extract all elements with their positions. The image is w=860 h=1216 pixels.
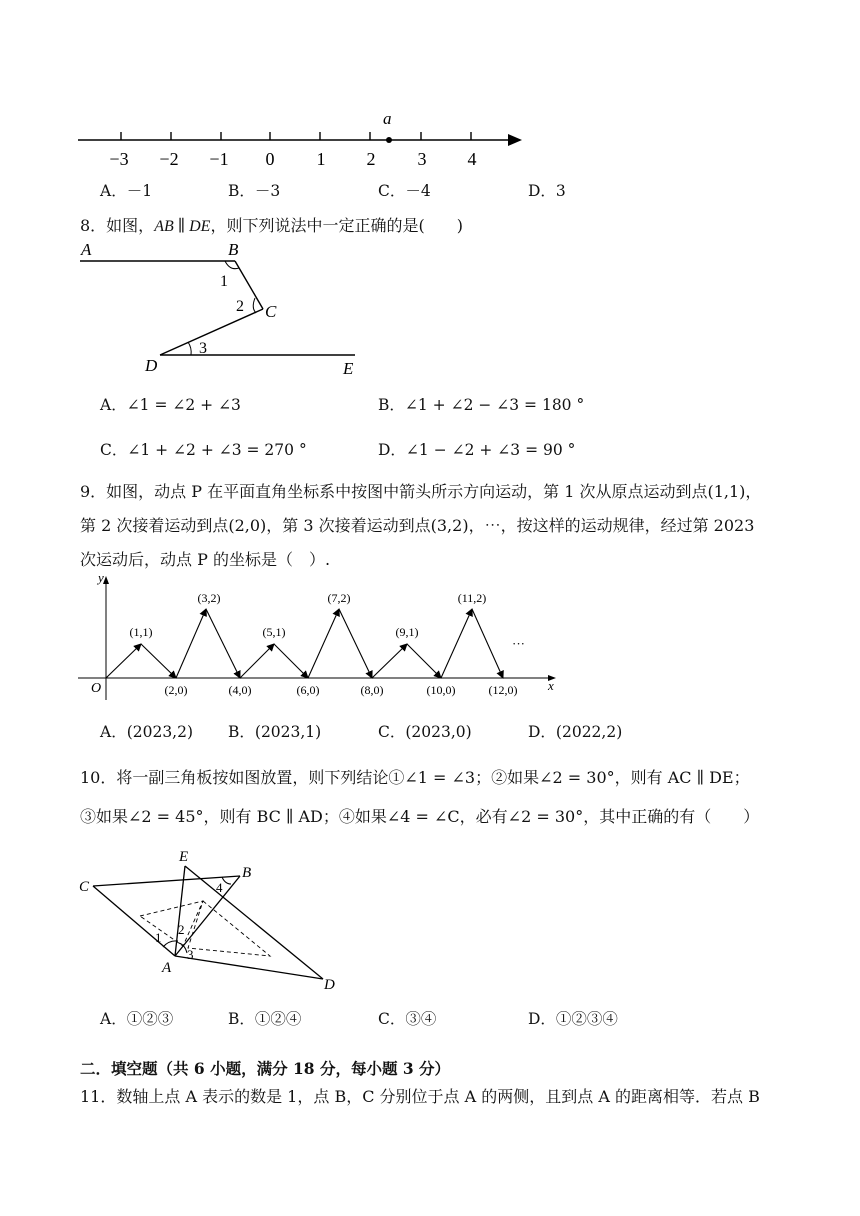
q8-label-e: E [343, 359, 354, 378]
q10-label-b: B [242, 865, 252, 881]
q8-angle-2: 2 [236, 298, 244, 315]
q10-option-c[interactable]: C．③④ [378, 1010, 437, 1028]
q9-option-c[interactable]: C．(2023,0) [378, 723, 472, 741]
q10-option-d[interactable]: D．①②③④ [528, 1010, 618, 1028]
q8-stem-suffix: ，则下列说法中一定正确的是( ) [210, 216, 463, 235]
q10-label-d: D [324, 977, 335, 993]
q9-point-label: (5,1) [262, 625, 286, 639]
q9-stem-line-1: 9．如图，动点 P 在平面直角坐标系中按图中箭头所示方向运动，第 1 次从原点运动到点(1,1)， [80, 482, 762, 501]
q9-ellipsis: ··· [512, 636, 525, 651]
point-a-label: a [383, 109, 392, 128]
q9-point-label: (4,0) [228, 683, 252, 697]
tick-label: −3 [109, 149, 129, 169]
q10-angle-2: 2 [178, 922, 185, 937]
q7-option-d[interactable]: D．3 [528, 182, 566, 200]
q9-point-label: (2,0) [164, 683, 188, 697]
q9-point-label: (9,1) [395, 625, 419, 639]
q10-option-b[interactable]: B．①②④ [228, 1010, 302, 1028]
q7-option-a[interactable]: A．－1 [100, 182, 153, 200]
q9-point-label: (3,2) [197, 591, 221, 605]
tick-label: 4 [467, 149, 477, 169]
q10-label-e: E [179, 849, 189, 865]
q10-option-a[interactable]: A．①②③ [100, 1010, 174, 1028]
q8-figure [75, 236, 375, 381]
q8-option-d[interactable]: D．∠1 − ∠2 + ∠3 = 90 ° [378, 441, 576, 459]
q9-point-label: (8,0) [360, 683, 384, 697]
q9-option-b[interactable]: B．(2023,1) [228, 723, 322, 741]
q9-point-label: (10,0) [426, 683, 456, 697]
q8-option-c[interactable]: C．∠1 + ∠2 + ∠3 = 270 ° [100, 441, 307, 459]
q9-stem-line-3: 次运动后，动点 P 的坐标是（ ）. [80, 550, 331, 569]
q8-option-a[interactable]: A．∠1 = ∠2 + ∠3 [100, 396, 241, 414]
q8-label-d: D [145, 356, 158, 375]
tick-label: 1 [316, 149, 326, 169]
q10-label-c: C [79, 879, 90, 895]
q9-origin-label: O [91, 681, 102, 696]
q10-figure [75, 846, 355, 996]
q8-stem [80, 216, 463, 237]
q9-x-axis-label: x [548, 678, 554, 693]
q8-angle-3: 3 [199, 340, 207, 357]
q9-stem-line-2: 第 2 次接着运动到点(2,0)，第 3 次接着运动到点(3,2)，⋯，按这样的运动规律，经过第 2023 [80, 516, 755, 535]
point-a [386, 137, 392, 143]
q8-label-a: A [81, 240, 92, 259]
q10-angle-1: 1 [155, 930, 162, 945]
tick-label: 3 [417, 149, 427, 169]
q9-y-axis-label: y [98, 572, 104, 585]
q8-label-c: C [265, 302, 277, 321]
tick-label: −1 [209, 149, 229, 169]
q8-label-b: B [228, 240, 239, 259]
q10-stem-line-2: ③如果∠2 = 45°，则有 BC ∥ AD；④如果∠4 = ∠C，必有∠2 = 30°，其中正确的有（ ） [80, 807, 760, 826]
q8-option-b[interactable]: B．∠1 + ∠2 − ∠3 = 180 ° [378, 396, 585, 414]
q7-option-c[interactable]: C．－4 [378, 182, 431, 200]
q10-angle-4: 4 [216, 880, 223, 895]
q9-point-label: (6,0) [296, 683, 320, 697]
number-line-figure [70, 105, 540, 175]
q7-option-b[interactable]: B．－3 [228, 182, 281, 200]
tick-label: −2 [159, 149, 179, 169]
q9-option-d[interactable]: D．(2022,2) [528, 723, 623, 741]
q8-angle-1: 1 [220, 273, 228, 290]
section-2-heading: 二．填空题（共 6 小题，满分 18 分，每小题 3 分） [80, 1059, 451, 1078]
q11-stem-line-1: 11．数轴上点 A 表示的数是 1，点 B，C 分别位于点 A 的两侧，且到点 A 的距离相等．若点 B [80, 1087, 760, 1106]
q10-label-a: A [162, 960, 172, 976]
tick-label: 2 [366, 149, 376, 169]
q8-stem-prefix: 8．如图， [80, 216, 155, 235]
q9-point-label: (11,2) [457, 591, 487, 605]
q9-point-label: (12,0) [488, 683, 518, 697]
tick-label: 0 [265, 149, 275, 169]
q8-stem-math: AB ∥ DE [154, 218, 211, 235]
q9-point-label: (7,2) [327, 591, 351, 605]
q9-option-a[interactable]: A．(2023,2) [100, 723, 194, 741]
q9-figure [75, 572, 565, 707]
q10-angle-3: 3 [187, 947, 194, 962]
q10-stem-line-1: 10．将一副三角板按如图放置，则下列结论①∠1 = ∠3；②如果∠2 = 30°，则有 AC ∥ DE； [80, 768, 750, 787]
q9-point-label: (1,1) [129, 625, 153, 639]
